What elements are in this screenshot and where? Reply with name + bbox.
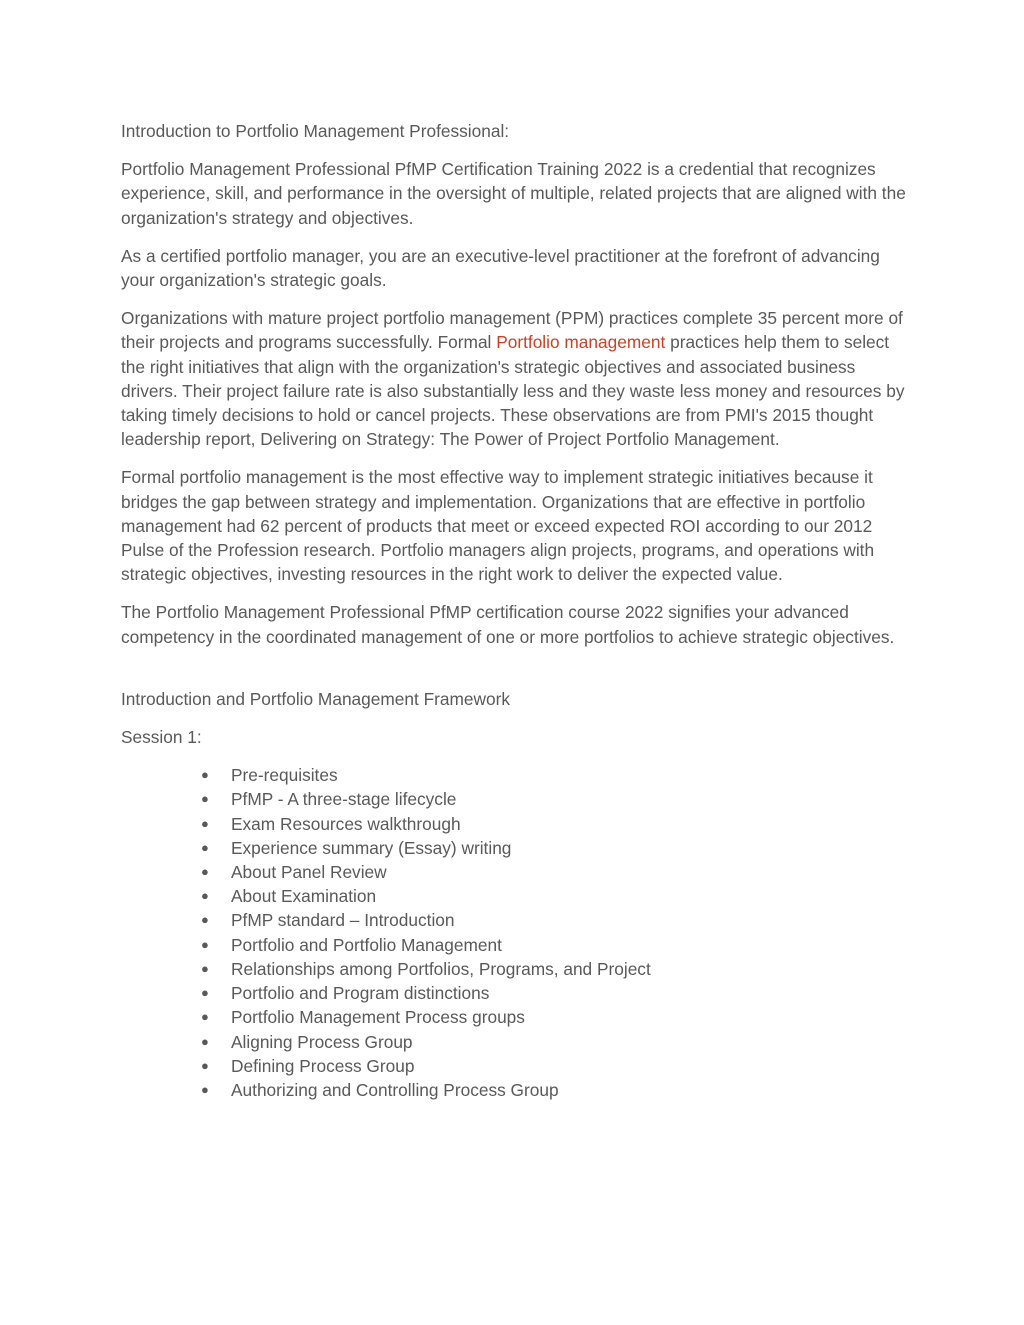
bullet-icon: ● bbox=[201, 864, 209, 880]
session-topic-item bbox=[201, 1078, 911, 1102]
bullet-icon: ● bbox=[201, 912, 209, 928]
session-topic-item bbox=[201, 957, 911, 981]
session-topic-item bbox=[201, 812, 911, 836]
bullet-icon: ● bbox=[201, 985, 209, 1001]
session-topic-item bbox=[201, 933, 911, 957]
session-topic-label: Pre-requisites bbox=[231, 765, 338, 786]
session-topic-item bbox=[201, 884, 911, 908]
bullet-icon: ● bbox=[201, 960, 209, 976]
session-topic-label: PfMP - A three-stage lifecycle bbox=[231, 789, 457, 810]
bullet-icon: ● bbox=[201, 1081, 209, 1097]
session-topic-item bbox=[201, 1054, 911, 1078]
session-topic-label: Experience summary (Essay) writing bbox=[231, 837, 512, 858]
paragraph-formal-portfolio: Formal portfolio management is the most effective way to implement strategic initiatives because it bridges the gap between strategy and implementation. Organizations that are effective in portfolio management had 62 percent of products that meet or exceed expected ROI according to our 2012 Pulse of the Profession research. Portfolio managers align projects, programs, and operations with strategic objectives, investing resources in the right work to deliver the expected value. bbox=[121, 467, 875, 585]
paragraph-certified-manager: As a certified portfolio manager, you are an executive-level practitioner at the forefront of advancing your organization's strategic goals. bbox=[121, 245, 880, 291]
framework-heading: Introduction and Portfolio Management Framework bbox=[121, 688, 511, 709]
session-topic-item bbox=[201, 908, 911, 932]
paragraph-ppm-text-end: practices help them to select the right initiatives that align with the organization's strategic objectives and associated business drivers. Their project failure rate is also substantially less and they waste less money and resources by taking timely decisions to hold or cancel projects. These observations are from PMI's 2015 thought leadership report, Delivering on Strategy: The Power of Project Portfolio Management. bbox=[121, 332, 905, 450]
bullet-icon: ● bbox=[201, 791, 209, 807]
paragraph-credential: Portfolio Management Professional PfMP Certification Training 2022 is a credential that recognizes experience, skill, and performance in the oversight of multiple, related projects that are aligned with the organization's strategy and objectives. bbox=[121, 159, 906, 228]
session-topic-item bbox=[201, 860, 911, 884]
session-topic-item bbox=[201, 836, 911, 860]
session-topic-list bbox=[121, 763, 911, 1102]
paragraph-ppm-practices bbox=[121, 306, 911, 451]
bullet-icon: ● bbox=[201, 839, 209, 855]
session-topic-item bbox=[201, 1030, 911, 1054]
bullet-icon: ● bbox=[201, 815, 209, 831]
bullet-icon: ● bbox=[201, 767, 209, 783]
portfolio-management-link[interactable]: Portfolio management bbox=[496, 332, 666, 353]
bullet-icon: ● bbox=[201, 936, 209, 952]
session-topic-label: About Examination bbox=[231, 886, 377, 907]
session-topic-item bbox=[201, 981, 911, 1005]
session-topic-label: Authorizing and Controlling Process Group bbox=[231, 1079, 559, 1100]
bullet-icon: ● bbox=[201, 1033, 209, 1049]
session-topic-label: Aligning Process Group bbox=[231, 1031, 413, 1052]
session-topic-label: Exam Resources walkthrough bbox=[231, 813, 461, 834]
intro-heading: Introduction to Portfolio Management Professional: bbox=[121, 121, 510, 141]
bullet-icon: ● bbox=[201, 888, 209, 904]
bullet-icon: ● bbox=[201, 1009, 209, 1025]
session-topic-item bbox=[201, 763, 911, 787]
session-topic-label: Portfolio Management Process groups bbox=[231, 1007, 525, 1028]
document-page bbox=[121, 119, 911, 1102]
session-topic-label: Portfolio and Portfolio Management bbox=[231, 934, 502, 955]
session-topic-item bbox=[201, 787, 911, 811]
bullet-icon: ● bbox=[201, 1057, 209, 1073]
session-topic-item bbox=[201, 1005, 911, 1029]
session-topic-label: PfMP standard – Introduction bbox=[231, 910, 455, 931]
paragraph-course-signifies: The Portfolio Management Professional PfMP certification course 2022 signifies your advanced competency in the coordinated management of one or more portfolios to achieve strategic objectives. bbox=[121, 602, 895, 647]
session-topic-label: Portfolio and Program distinctions bbox=[231, 983, 490, 1004]
session-label: Session 1: bbox=[121, 727, 202, 748]
session-topic-label: About Panel Review bbox=[231, 862, 387, 883]
session-topic-label: Relationships among Portfolios, Programs, and Project bbox=[231, 958, 651, 979]
paragraph-ppm-text-start: Organizations with mature project portfolio management (PPM) practices complete 35 percent more of their projects and programs successfully. Formal bbox=[121, 308, 903, 353]
section-spacer bbox=[121, 663, 911, 687]
session-topic-label: Defining Process Group bbox=[231, 1055, 415, 1076]
